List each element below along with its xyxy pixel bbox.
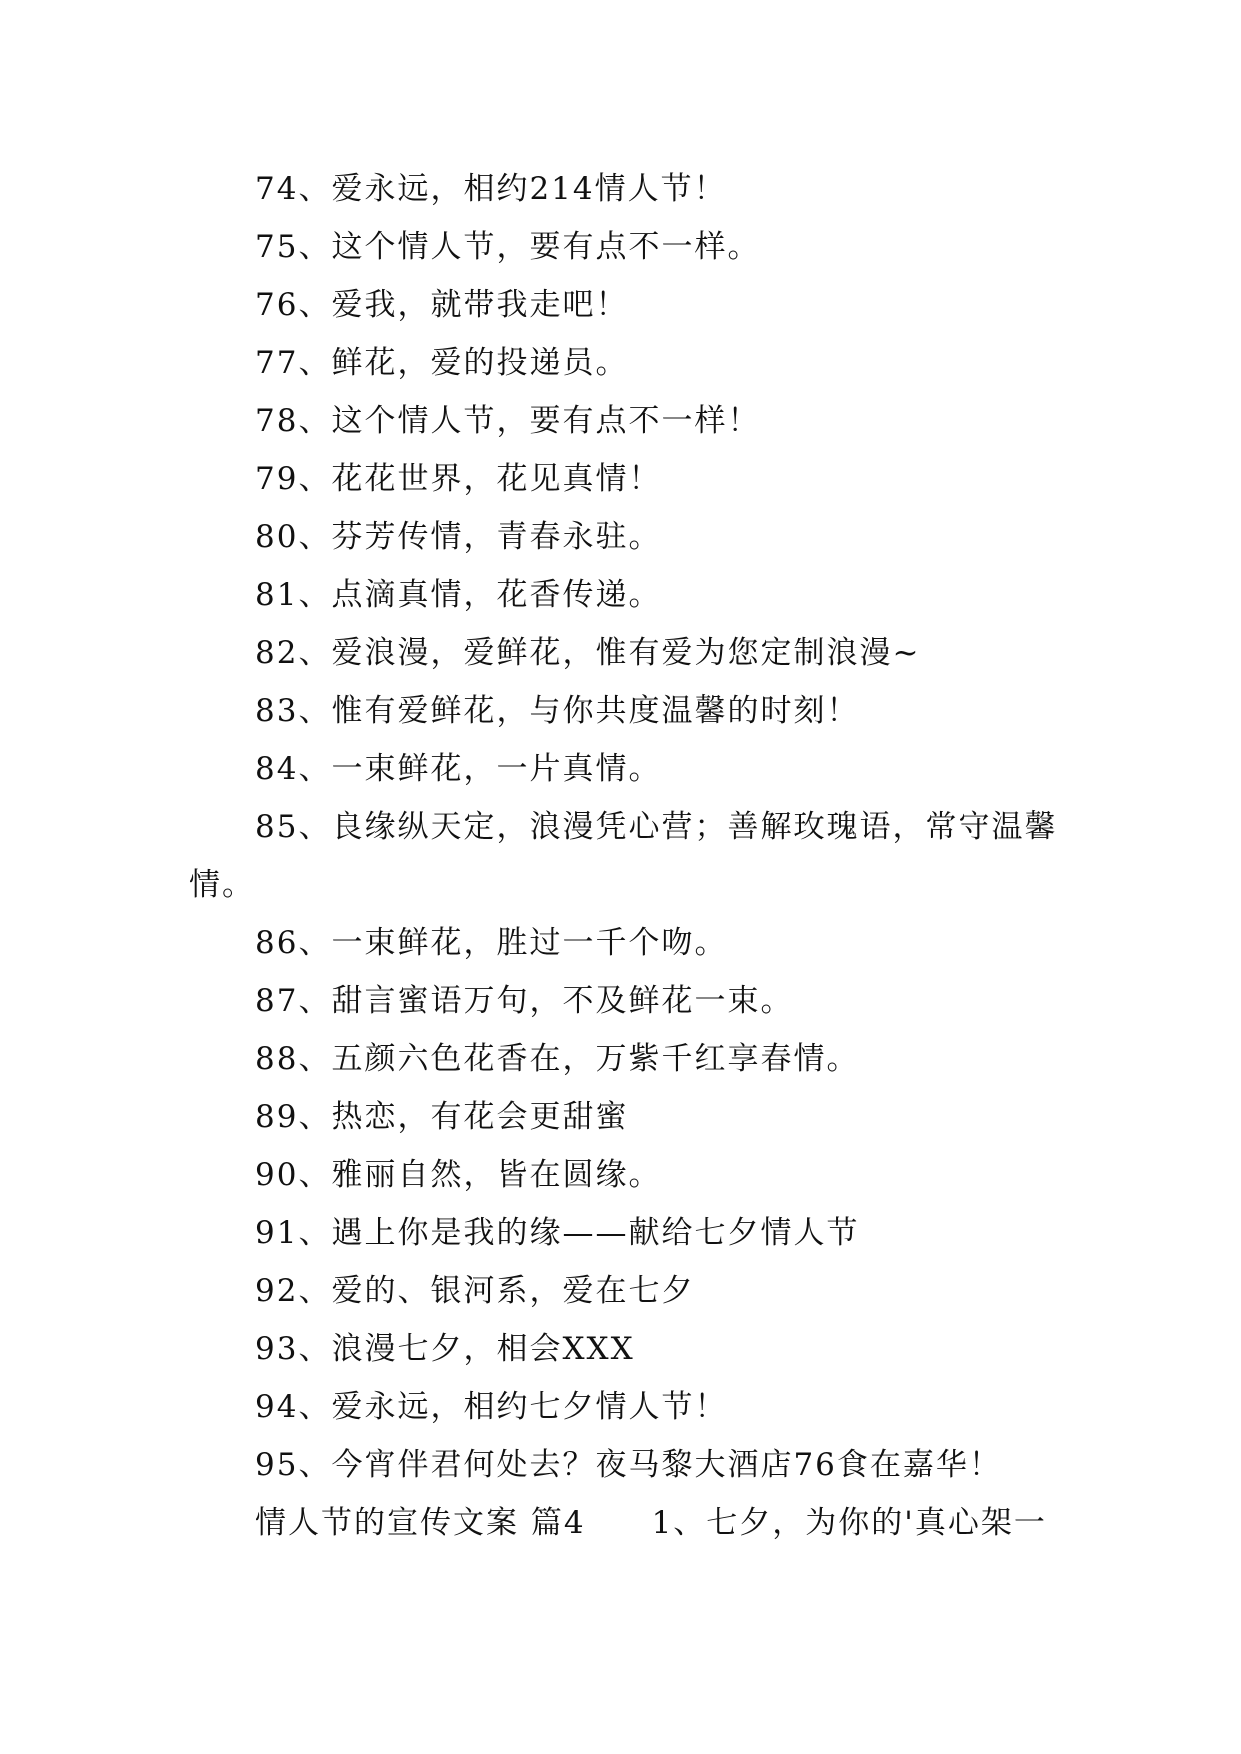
slogan-line-74: 74、爱永远，相约214情人节！ bbox=[255, 171, 727, 207]
slogan-line-94: 94、爱永远，相约七夕情人节！ bbox=[255, 1389, 728, 1425]
slogan-line-87: 87、甜言蜜语万句，不及鲜花一束。 bbox=[255, 983, 794, 1019]
slogan-line-81: 81、点滴真情，花香传递。 bbox=[255, 577, 662, 613]
section-heading-line: 情人节的宣传文案 篇4 1、七夕，为你的'真心架一 bbox=[255, 1505, 1047, 1541]
document-body bbox=[189, 160, 1069, 1552]
slogan-line-90: 90、雅丽自然，皆在圆缘。 bbox=[255, 1157, 662, 1193]
slogan-line-75: 75、这个情人节，要有点不一样。 bbox=[255, 229, 761, 265]
slogan-line-83: 83、惟有爱鲜花，与你共度温馨的时刻！ bbox=[255, 693, 860, 729]
slogan-line-82: 82、爱浪漫，爱鲜花，惟有爱为您定制浪漫~ bbox=[255, 635, 921, 671]
slogan-line-85-continuation: 情。 bbox=[189, 867, 255, 903]
slogan-line-77: 77、鲜花，爱的投递员。 bbox=[255, 345, 629, 381]
slogan-line-88: 88、五颜六色花香在，万紫千红享春情。 bbox=[255, 1041, 860, 1077]
slogan-line-79: 79、花花世界，花见真情！ bbox=[255, 461, 662, 497]
slogan-line-93: 93、浪漫七夕，相会XXX bbox=[255, 1331, 635, 1367]
slogan-line-92: 92、爱的、银河系，爱在七夕 bbox=[255, 1273, 695, 1309]
slogan-line-85: 85、良缘纵天定，浪漫凭心营；善解玫瑰语，常守温馨 bbox=[255, 809, 1058, 845]
slogan-line-78: 78、这个情人节，要有点不一样！ bbox=[255, 403, 761, 439]
slogan-line-95: 95、今宵伴君何处去？夜马黎大酒店76食在嘉华！ bbox=[255, 1447, 1002, 1483]
slogan-line-84: 84、一束鲜花，一片真情。 bbox=[255, 751, 662, 787]
slogan-line-76: 76、爱我，就带我走吧！ bbox=[255, 287, 629, 323]
slogan-line-80: 80、芬芳传情，青春永驻。 bbox=[255, 519, 662, 555]
slogan-line-91: 91、遇上你是我的缘——献给七夕情人节 bbox=[255, 1215, 860, 1251]
slogan-line-89: 89、热恋，有花会更甜蜜 bbox=[255, 1099, 629, 1135]
slogan-line-86: 86、一束鲜花，胜过一千个吻。 bbox=[255, 925, 728, 961]
